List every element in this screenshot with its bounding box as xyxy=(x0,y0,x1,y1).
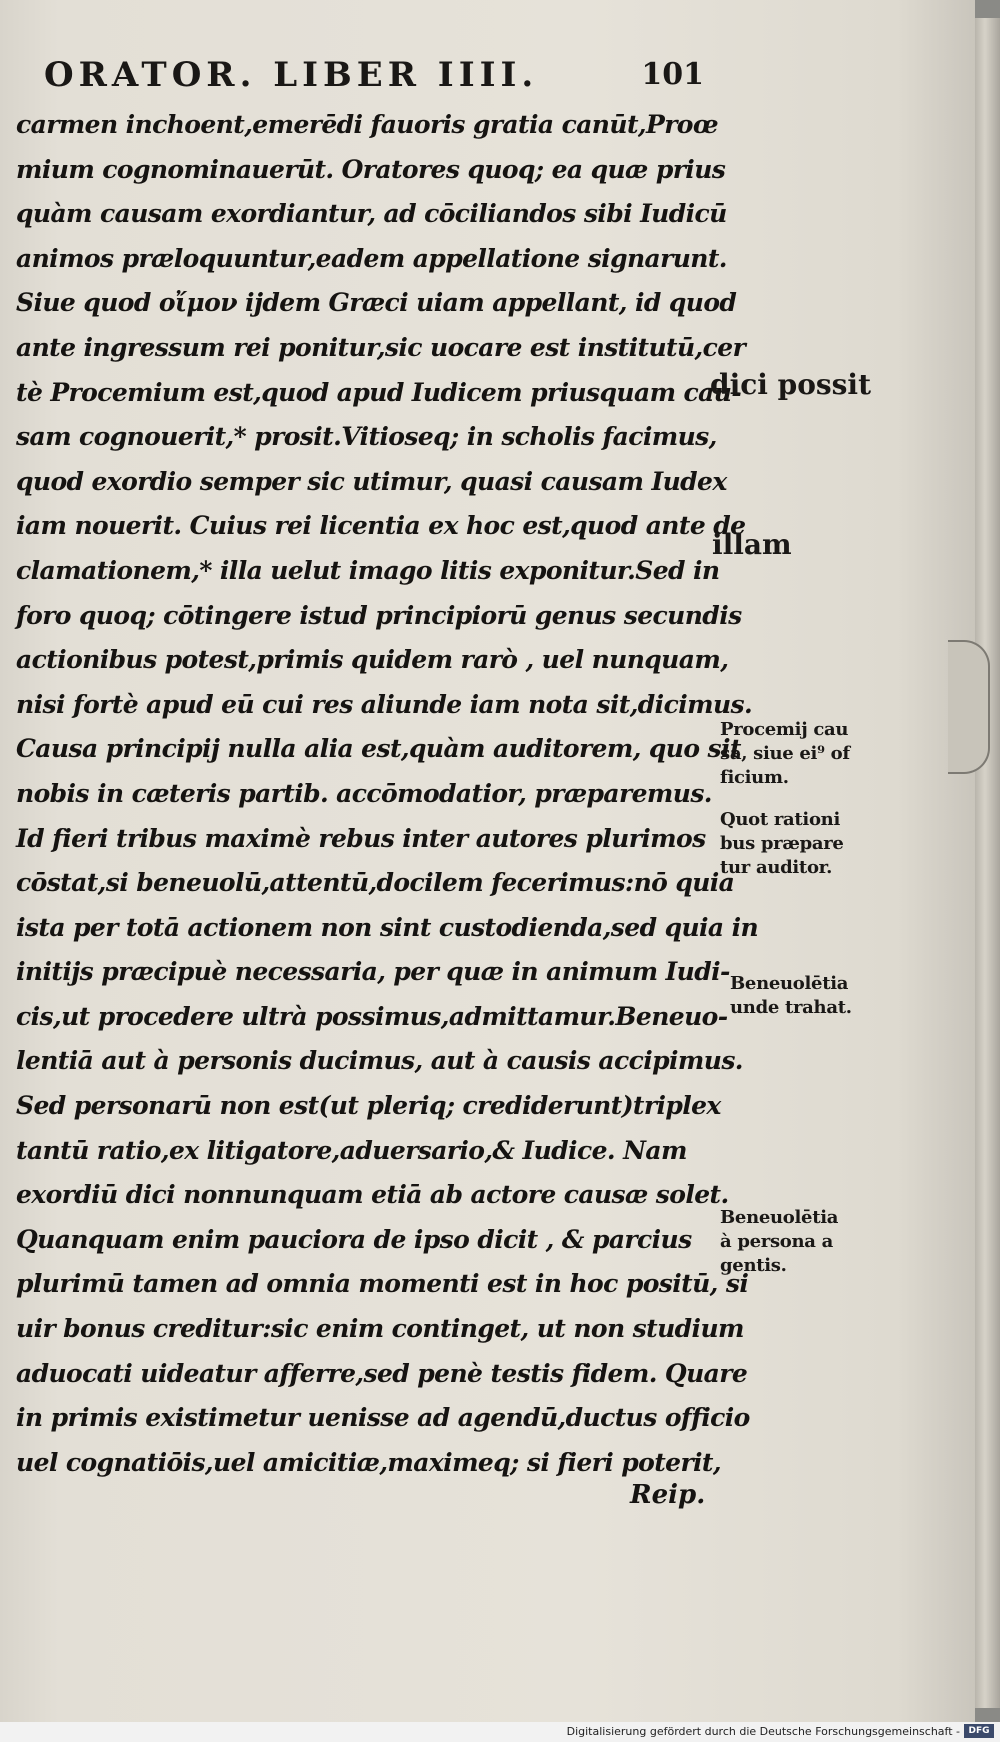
catchword: Reip. xyxy=(630,1480,706,1510)
margin-correction-illam: illam xyxy=(712,528,792,561)
text-line: quàm causam exordiantur, ad cōciliandos sibi Iudicū xyxy=(16,199,727,229)
text-line: foro quoq; cōtingere istud principiorū genus secundis xyxy=(16,600,742,630)
text-line: cōstat,si beneuolū,attentū,docilem fecerimus:nō quia xyxy=(16,868,735,898)
text-line: actionibus potest,primis quidem rarò , uel nunquam, xyxy=(16,645,729,675)
text-line: nobis in cæteris partib. accōmodatior, præparemus. xyxy=(16,778,712,808)
text-line: animos præloquuntur,eadem appellatione signarunt. xyxy=(16,243,727,273)
margin-note-beneuolentia-persona: Beneuolētia à persona a gentis. xyxy=(720,1207,839,1276)
text-line: sam cognouerit,* prosit.Vitioseq; in scholis facimus, xyxy=(16,422,717,452)
text-line: tantū ratio,ex litigatore,aduersario,& Iudice. Nam xyxy=(16,1135,687,1165)
text-line: uir bonus creditur:sic enim continget, ut non studium xyxy=(16,1314,744,1344)
margin-note-procemium: Procemij cau sa, siue ei⁹ of ficium. xyxy=(720,719,850,788)
digitization-credit: Digitalisierung gefördert durch die Deutsche Forschungsgemeinschaft - xyxy=(566,1725,960,1738)
text-line: carmen inchoent,emerēdi fauoris gratia canūt,Proœ xyxy=(16,110,718,139)
text-line: tè Procemium est,quod apud Iudicem priusquam cau- xyxy=(16,377,742,407)
margin-correction-possit: dici possit xyxy=(710,368,871,401)
folio-number: 101 xyxy=(641,57,704,92)
text-line: quod exordio semper sic utimur, quasi causam Iudex xyxy=(16,466,727,496)
page-clip xyxy=(948,640,990,774)
running-title: ORATOR. LIBER IIII. xyxy=(44,55,539,95)
text-line: Siue quod οἴμον ijdem Græci uiam appellant, id quod xyxy=(16,288,737,318)
text-line: plurimū tamen ad omnia momenti est in hoc positū, si xyxy=(16,1269,749,1299)
text-line: iam nouerit. Cuius rei licentia ex hoc est,quod ante de xyxy=(16,511,746,541)
margin-note-beneuolentia-unde: Beneuolētia unde trahat. xyxy=(730,973,852,1018)
text-line: exordiū dici nonnunquam etiā ab actore causæ solet. xyxy=(16,1180,729,1210)
text-line: cis,ut procedere ultrà possimus,admittamur.Beneuo- xyxy=(16,1001,728,1031)
text-line: nisi fortè apud eū cui res aliunde iam nota sit,dicimus. xyxy=(16,689,753,719)
text-line: uel cognatiōis,uel amicitiæ,maximeq; si fieri poterit, xyxy=(16,1447,721,1477)
text-line: in primis existimetur uenisse ad agendū,ductus officio xyxy=(16,1403,750,1433)
text-line: initijs præcipuè necessaria, per quæ in animum Iudi- xyxy=(16,957,730,987)
text-line: clamationem,* illa uelut imago litis exponitur.Sed in xyxy=(16,555,720,585)
text-line: Id fieri tribus maximè rebus inter autores plurimos xyxy=(16,823,706,853)
text-line: Causa principij nulla alia est,quàm auditorem, quo sit xyxy=(16,734,741,764)
text-line: Sed personarū non est(ut pleriq; crediderunt)triplex xyxy=(16,1091,721,1121)
page-header xyxy=(44,55,704,101)
page-edge xyxy=(975,18,1000,1708)
text-line: aduocati uideatur afferre,sed penè testis fidem. Quare xyxy=(16,1358,748,1388)
text-line: lentiā aut à personis ducimus, aut à causis accipimus. xyxy=(16,1046,743,1076)
dfg-logo: DFG xyxy=(964,1724,994,1738)
margin-note-quot-rationibus: Quot rationi bus præpare tur auditor. xyxy=(720,809,844,878)
text-line: mium cognominauerūt. Oratores quoq; ea quæ prius xyxy=(16,154,726,184)
text-line: ista per totā actionem non sint custodienda,sed quia in xyxy=(16,912,759,942)
text-line: Quanquam enim pauciora de ipso dicit , & parcius xyxy=(16,1224,692,1254)
text-line: ante ingressum rei ponitur,sic uocare est institutū,cer xyxy=(16,332,746,362)
